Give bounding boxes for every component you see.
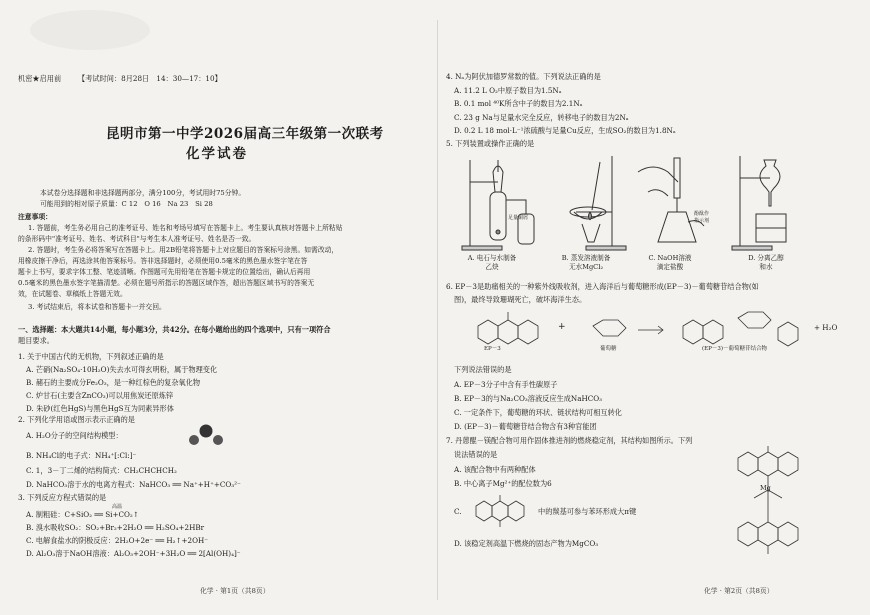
label-product: (EP－3)－葡萄糖苷结合物 (702, 346, 768, 352)
option-d: D. 朱砂(红色HgS)与黑色HgS互为同素异形体 (26, 404, 174, 413)
note-text: 1. 答题前，考生务必用自己的准考证号、姓名和考场号填写在答题卡上。考生要认真核对答题卡上所粘贴 (28, 224, 343, 232)
exam-subject-title: 化学试卷 (186, 146, 248, 162)
page-footer: 化学 · 第1页（共8页） (200, 587, 270, 595)
option-d-caption: D. 分离乙醇 和水 (748, 254, 784, 271)
apparatus-titration-illustration (628, 152, 718, 252)
option-c-text: 中的羰基可参与苯环形成大π键 (538, 507, 637, 516)
note-text: 题卡上书写，要求字体工整、笔迹清晰。作图题可先用铅笔在答题卡规定的位置绘出，确认后再用 (18, 268, 311, 276)
note-text: 效，在试题卷、草稿纸上答题无效。 (18, 290, 127, 298)
option-a-caption: A. 电石与水制备 乙炔 (467, 254, 517, 271)
water-molecule-model (186, 424, 226, 446)
question-prompt: 下列说法错误的是 (454, 365, 512, 374)
section-heading-cont: 题目要求。 (18, 336, 54, 345)
section-heading: 一、选择题：本大题共14小题，每小题3分，共42分。在每小题给出的四个选项中，只有一项符合 (18, 325, 331, 334)
label-indicator: 酚酞作 指示剂 (694, 211, 710, 224)
note-text: 0.5毫米的黑色墨水签字笔描清楚。必须在题号所指示的答题区域作答，超出答题区域书写的答案无 (18, 279, 315, 287)
atomic-mass-line: 可能用到的相对原子质量：C 12 O 16 Na 23 Si 28 (40, 200, 213, 208)
label-copper: 足量铜屑 (508, 215, 529, 221)
question-stem-cont: 图)，最终导致珊瑚死亡，破坏海洋生态。 (454, 295, 587, 304)
note-text: 的条形码中"准考证号、姓名、考试科目"与考生本人准考证号、姓名是否一致。 (18, 235, 256, 243)
mg-complex-structure-illustration (724, 436, 848, 570)
note-text: 3. 考试结束后，将本试卷和答题卡一并交回。 (28, 303, 166, 311)
mg-center-label: Mg (760, 484, 771, 492)
apparatus-acetylene-illustration (460, 152, 550, 252)
option-c: C. 一定条件下，葡萄糖的环状、链状结构可相互转化 (454, 408, 622, 417)
notes-heading: 注意事项： (18, 213, 52, 221)
question-stem: 4. Nₐ为阿伏加德罗常数的值。下列说法正确的是 (446, 72, 601, 81)
option-c: C. 电解食盐水的阴极反应：2H₂O+2e⁻ ══ H₂↑+2OH⁻ (26, 536, 209, 545)
secret-label: 机密★启用前 (18, 74, 62, 83)
question-stem: 3. 下列反应方程式错误的是 (18, 493, 107, 502)
intro-line: 本试卷分选择题和非选择题两部分，满分100分，考试用时75分钟。 (40, 189, 246, 197)
option-a: A. H₂O分子的空间结构模型： (26, 431, 123, 440)
option-c-prefix: C. (454, 507, 462, 516)
option-d: D. NaHCO₃溶于水的电离方程式：NaHCO₃ ══ Na⁺+H⁺+CO₃²⁻ (26, 480, 241, 489)
page-footer: 化学 · 第2页（共8页） (704, 587, 774, 595)
label-glucose: 葡萄糖 (600, 346, 617, 352)
label-ep3: EP－3 (484, 346, 501, 352)
option-d: D. (EP－3)－葡萄糖苷结合物含有3种官能团 (454, 422, 597, 431)
apparatus-evaporation-illustration (552, 152, 632, 252)
question-stem-cont: 说法错误的是 (454, 450, 498, 459)
question-stem: 7. 丹蒽醌－镁配合物可用作固体推进剂的燃烧稳定剂，其结构如图所示。下列 (446, 436, 693, 445)
reaction-condition: 高温 (112, 504, 123, 510)
note-text: 2. 答题时，考生务必将答案写在答题卡上。用2B铅笔将答题卡上对应题目的答案标号涂黑。如需改动， (28, 246, 339, 254)
option-a: A. EP－3分子中含有手性碳原子 (454, 380, 558, 389)
question-stem: 6. EP－3是助痛相关的一种紫外线吸收剂，进入海洋后与葡萄糖形成(EP－3)－葡萄糖苷结合物(如 (446, 282, 759, 291)
option-c: C. 炉甘石(主要含ZnCO₃)可以用焦炭还原炼锌 (26, 391, 174, 400)
exam-title: 昆明市第一中学2026届高三年级第一次联考 (106, 126, 384, 142)
question-stem: 1. 关于中国古代的无机物，下列叙述正确的是 (18, 352, 164, 361)
apparatus-separation-illustration (730, 152, 810, 252)
anthraquinone-fragment-illustration (472, 492, 536, 532)
option-c-caption: C. NaOH溶液 滴定盐酸 (648, 254, 692, 271)
option-a: A. 制粗硅：C+SiO₂ ══ Si+CO₂↑ (26, 510, 139, 519)
option-b: B. NH₄Cl的电子式：NH₄⁺[:Cl:]⁻ (26, 451, 137, 460)
option-d: D. 该稳定剂高温下燃烧的固态产物为MgCO₃ (454, 539, 599, 548)
option-b-caption: B. 蒸发溶液制备 无水MgCl₂ (561, 254, 611, 271)
plus-sign: + (558, 322, 566, 332)
option-c: C. 1，3－丁二烯的结构简式：CH₂CHCHCH₂ (26, 466, 177, 475)
option-d: D. 0.2 L 18 mol·L⁻¹浓硫酸与足量Cu反应，生成SO₂的数目为1.8Nₐ (454, 126, 676, 135)
option-a: A. 该配合物中有两种配体 (454, 465, 536, 474)
water-product: + H₂O (814, 323, 838, 332)
option-b: B. 赭石的主要成分Fe₂O₃，是一种红棕色的复杂氧化物 (26, 378, 201, 387)
exam-page-2 (440, 0, 870, 615)
question-stem: 2. 下列化学用语或图示表示正确的是 (18, 415, 135, 424)
question-stem: 5. 下列装置或操作正确的是 (446, 139, 535, 148)
option-b: B. 溴水吸收SO₂：SO₂+Br₂+2H₂O ══ H₂SO₄+2HBr (26, 523, 205, 532)
option-b: B. EP－3的与Na₂CO₃溶液反应生成NaHCO₃ (454, 394, 603, 403)
option-a: A. 芒硝(Na₂SO₄·10H₂O)失去水可得玄明粉，属于物理变化 (26, 365, 218, 374)
option-a: A. 11.2 L O₂中原子数目为1.5Nₐ (454, 86, 562, 95)
option-b: B. 中心离子Mg²⁺的配位数为6 (454, 479, 552, 488)
option-b: B. 0.1 mol ⁴⁰K所含中子的数目为2.1Nₐ (454, 99, 583, 108)
option-c: C. 23 g Na与足量水完全反应，转移电子的数目为2Nₐ (454, 113, 629, 122)
option-d: D. Al₂O₃溶于NaOH溶液：Al₂O₃+2OH⁻+3H₂O ══ 2[Al(OH)₄]⁻ (26, 549, 241, 558)
note-text: 用橡皮擦干净后，再选涂其他答案标号。答非选择题时，必须使用0.5毫米的黑色墨水签字笔在答 (18, 257, 308, 265)
exam-time: 【考试时间：8月28日 14：30—17：10】 (78, 74, 222, 83)
